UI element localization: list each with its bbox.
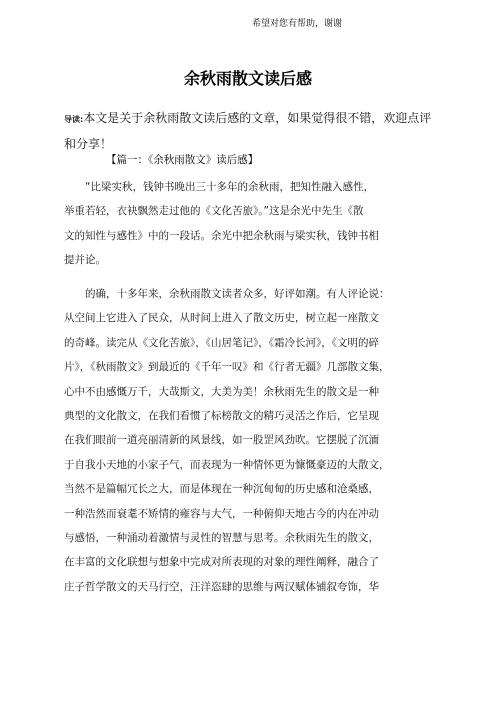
- paragraph-line: 片》，《秋雨散文》到最近的《千年一叹》和《行者无疆》几部散文集，: [64, 361, 390, 374]
- paragraph-line: 庄子哲学散文的天马行空，汪洋恣肆的思维与两汉赋体铺叙夸饰，华: [64, 580, 379, 593]
- document-title: 余秋雨散文读后感: [183, 69, 312, 88]
- paragraph-line: 当然不是篇幅冗长之大，而是体现在一种沉甸甸的历史感和沧桑感，: [64, 483, 379, 496]
- paragraph-line: 典型的文化散文，在我们看惯了标榜散文的精巧灵活之作后，它呈现: [64, 409, 379, 422]
- paragraph-line: 心中不由感慨万千，大哉斯文，大美为美！余秋雨先生的散文是一种: [64, 385, 379, 398]
- paragraph-line: “比梁实秋，钱钟书晚出三十多年的余秋雨，把知性融入感性，: [64, 181, 374, 193]
- paragraph-line: 一种浩然而衰耄不矫情的雍容与大气，一种俯仰天地古今的内在冲动: [64, 507, 379, 520]
- paragraph-line: 提并论。: [64, 254, 106, 267]
- paragraph-line: 在我们眼前一道亮丽清新的风景线，如一股罡风劲吹。它摆脱了沉湎: [64, 434, 379, 447]
- paragraph-line: 举重若轻，衣袂飘然走过他的《文化苦旅》。”这是余光中先生《散: [64, 205, 364, 218]
- paragraph-line: 的奇峰。读完从《文化苦旅》，《山居笔记》，《霜冷长河》，《文明的碎: [64, 336, 379, 349]
- paragraph-line: 与感悟，一种涌动着激情与灵性的智慧与思考。余秋雨先生的散文，: [64, 531, 379, 544]
- paragraph-line: 从空间上它进入了民众，从时间上进入了散文历史，树立起一座散文: [64, 312, 379, 325]
- section-heading: 【篇一：《余秋雨散文》读后感】: [106, 154, 259, 166]
- paragraph-line: 的确，十多年来，余秋雨散文读者众多，好评如潮。有人评论说：: [64, 288, 390, 300]
- paragraph-line: 在丰富的文化联想与想象中完成对所表现的对象的理性阐释，融合了: [64, 556, 379, 569]
- paragraph-2: [64, 282, 430, 599]
- intro-label: 导读:: [64, 115, 84, 124]
- paragraph-line: 文的知性与感性》中的一段话。余光中把余秋雨与梁实秋，钱钟书相: [64, 229, 379, 242]
- intro-paragraph: [64, 106, 436, 156]
- paragraph-line: 于自我小天地的小家子气，而表现为一种情怀更为慷慨豪迈的大散文，: [64, 458, 390, 471]
- paragraph-1: [64, 175, 430, 273]
- intro-text: 本文是关于余秋雨散文读后感的文章，如果觉得很不错，欢迎点评和分享！: [64, 111, 432, 151]
- header-note: 希望对您有帮助，谢谢: [252, 19, 343, 29]
